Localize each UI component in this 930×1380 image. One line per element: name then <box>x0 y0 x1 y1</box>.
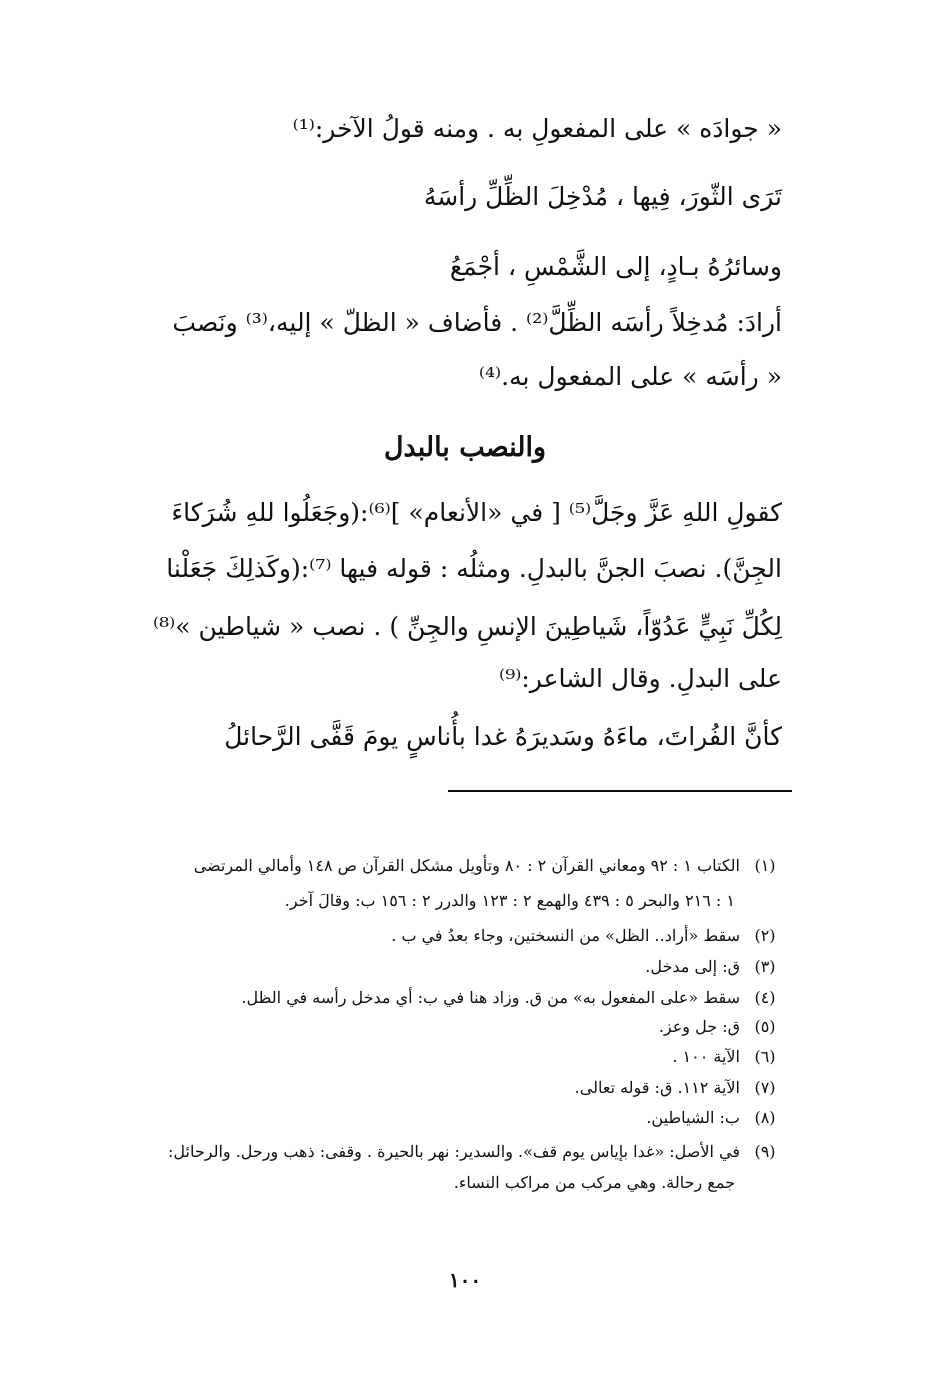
footnote-4 <box>241 987 782 1009</box>
footnote-number: (٨) <box>754 1108 776 1127</box>
footnote-number: (١) <box>754 856 776 875</box>
footnote-9 <box>168 1141 782 1163</box>
footnote-number: (٩) <box>754 1142 776 1161</box>
body-line-2: أرادَ: مُدخِلاً رأسَه الظِّلَّ⁽²⁾ . فأضاف « الظلّ » إليه،⁽³⁾ ونَصبَ <box>172 308 782 337</box>
footnote-9-continued: جمع رحالة. وهي مركب من مراكب النساء. <box>453 1173 735 1192</box>
footnote-number: (٦) <box>754 1047 776 1066</box>
footnote-text: في الأصل: «غدا بإياس يوم قف». والسدير: نهر بالحيرة . وقفى: ذهب ورحل. والرحائل: <box>168 1142 740 1161</box>
body-line-1: « جوادَه » على المفعولِ به . ومنه قولُ الآخر:⁽¹⁾ <box>292 114 782 143</box>
footnote-3 <box>645 956 782 978</box>
footnote-number: (٥) <box>754 1017 776 1036</box>
footnote-text: الآية ١١٢. ق: قوله تعالى. <box>574 1078 740 1097</box>
body-line-3: « رأسَه » على المفعول به.⁽⁴⁾ <box>478 362 782 391</box>
section-line-2: الجِنَّ). نصبَ الجنَّ بالبدلِ. ومثلُه : قوله فيها ⁽⁷⁾:(وكَذلِكَ جَعَلْنا <box>166 554 782 583</box>
footnote-1 <box>194 855 782 877</box>
footnote-6 <box>672 1046 782 1068</box>
verse-1-first-half: تَرَى الثّورَ، فِيها ، مُدْخِلَ الظِّلِّ رأسَهُ <box>423 182 782 211</box>
footnote-number: (٣) <box>754 957 776 976</box>
section-line-3: لِكُلِّ نَبِيٍّ عَدُوّاً، شَياطِينَ الإنسِ والجِنِّ ) . نصب « شياطين »⁽⁸⁾ <box>152 612 782 641</box>
footnote-text: ق: إلى مدخل. <box>645 957 740 976</box>
footnote-number: (٢) <box>754 926 776 945</box>
footnote-5 <box>659 1016 782 1038</box>
footnote-1-continued: ١ : ٢١٦ والبحر ٥ : ٤٣٩ والهمع ٢ : ١٢٣ والدرر ٢ : ١٥٦ ب: وقالَ آخر. <box>284 891 735 910</box>
section-heading: والنصب بالبدل <box>383 432 547 463</box>
footnote-text: الكتاب ١ : ٩٢ ومعاني القرآن ٢ : ٨٠ وتأويل مشكل القرآن ص ١٤٨ وأمالي المرتضى <box>193 856 740 875</box>
footnote-text: ب: الشياطين. <box>646 1108 740 1127</box>
footnote-text: سقط «أراد.. الظل» من النسختين، وجاء بعدُ في ب . <box>391 926 740 945</box>
footnote-7 <box>575 1077 782 1099</box>
footnote-text: سقط «على المفعول به» من ق. وزاد هنا في ب: أي مدخل رأسه في الظل. <box>241 988 740 1007</box>
footnote-number: (٤) <box>754 988 776 1007</box>
footnote-8 <box>646 1107 782 1129</box>
section-line-4: على البدلِ. وقال الشاعر:⁽⁹⁾ <box>499 664 782 693</box>
footnote-text: ق: جل وعز. <box>658 1017 740 1036</box>
footnote-text: الآية ١٠٠ . <box>672 1047 740 1066</box>
verse-1-second-half: وسائرُهُ بـادٍ، إلى الشَّمْسِ ، أجْمَعُ <box>449 252 782 281</box>
verse-2: كأنَّ الفُراتَ، ماءَهُ وسَديرَهُ غدا بأُناسٍ يومَ قَفَّى الرَّحائلُ <box>224 722 782 751</box>
footnote-separator <box>448 790 792 792</box>
page-number: ١٠٠ <box>448 1268 482 1292</box>
footnote-number: (٧) <box>754 1078 776 1097</box>
footnote-2 <box>391 925 782 947</box>
section-line-1: كقولِ اللهِ عَزَّ وجَلَّ⁽⁵⁾ [ في «الأنعام» ]⁽⁶⁾:(وجَعَلُوا للهِ شُرَكاءَ <box>171 498 782 527</box>
